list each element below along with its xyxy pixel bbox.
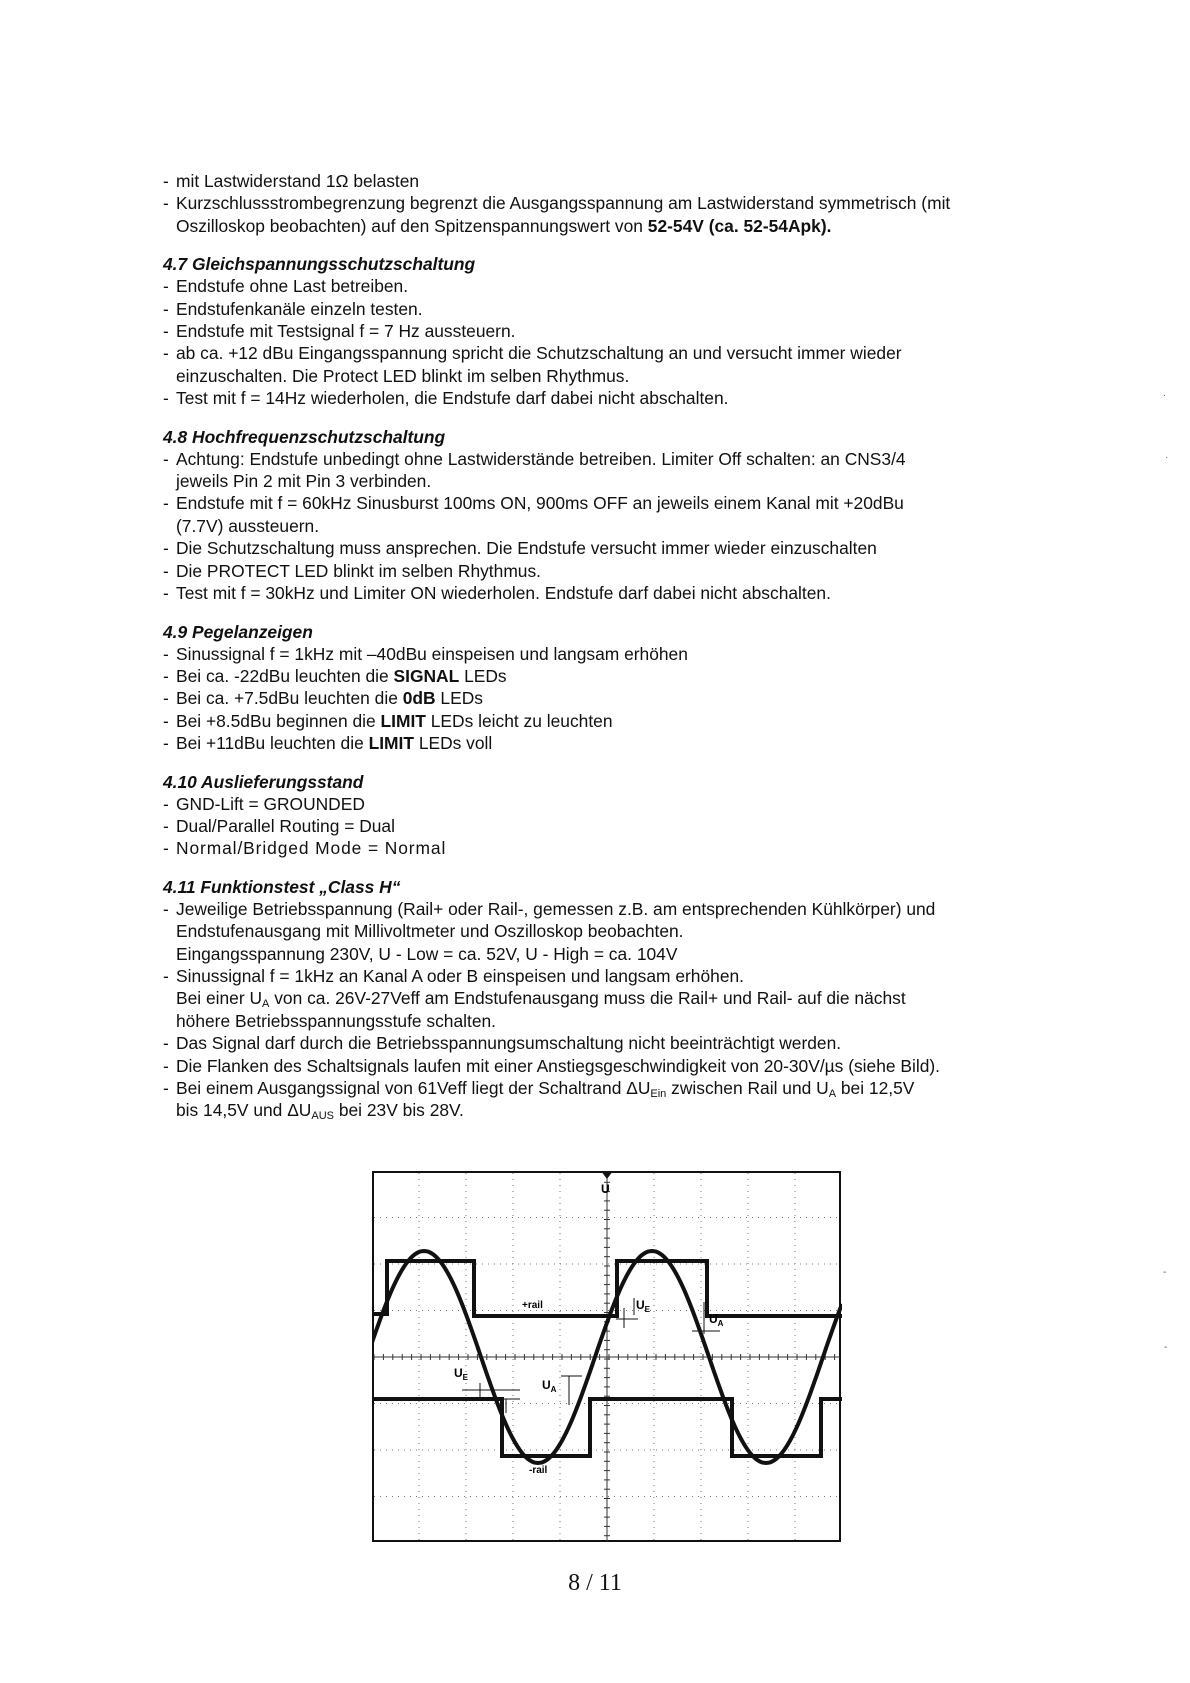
rail-negative-label: -rail [529,1465,548,1476]
list-item: - Test mit f = 30kHz und Limiter ON wiederholen. Endstufe darf dabei nicht abschalten. [163,583,831,604]
document-body [163,170,1063,1122]
list-item: - Bei ca. -22dBu leuchten die SIGNAL LEDs [163,665,507,686]
list-item: - Bei +11dBu leuchten die LIMIT LEDs voll [163,733,493,754]
list-item: - Bei ca. +7.5dBu leuchten die 0dB LEDs [163,688,483,709]
list-item: - Achtung: Endstufe unbedingt ohne Lastwiderstände betreiben. Limiter Off schalten: an CNS3/4 [163,448,906,469]
scan-speck: · [1165,452,1169,463]
list-item: - Bei einem Ausgangssignal von 61Veff liegt der Schaltrand $\Delta U_{Ein}$ zwischen Rail und $U_A$ bei 12,5V [163,1078,915,1100]
list-item-continuation: Eingangsspannung 230V, U - Low = ca. 52V, U - High = ca. 104V [176,943,678,964]
list-item: - Endstufe mit f = 60kHz Sinusburst 100ms ON, 900ms OFF an jeweils einem Kanal mit +20dBu [163,493,904,514]
rail-positive-label: +rail [522,1300,543,1311]
list-item: - Die PROTECT LED blinkt im selben Rhythmus. [163,560,541,581]
list-item: - Endstufe mit Testsignal f = 7 Hz aussteuern. [163,321,516,342]
list-item: - Sinussignal f = 1kHz an Kanal A oder B einspeisen und langsam erhöhen. [163,965,744,986]
trigger-label: U [601,1182,610,1196]
oscilloscope-figure [372,1171,842,1543]
section-title-4-8: 4.8 Hochfrequenzschutzschaltung [163,426,446,447]
page-number: 8 / 11 [568,1570,622,1596]
list-item: - Endstufe ohne Last betreiben. [163,276,409,297]
list-item: - Bei +8.5dBu beginnen die LIMIT LEDs leicht zu leuchten [163,710,613,731]
section-title-4-10: 4.10 Auslieferungsstand [163,771,364,792]
list-item: - Die Flanken des Schaltsignals laufen mit einer Anstiegsgeschwindigkeit von 20-30V/µs (siehe Bild). [163,1055,941,1076]
section-title-4-11: 4.11 Funktionstest „Class H“ [163,876,401,897]
scan-speck: . [1163,388,1166,399]
scan-speck: - [1163,1267,1167,1278]
list-item-continuation: bis 14,5V und $\Delta U_{AUS}$ bei 23V bis 28V. [176,1100,464,1123]
list-item: - mit Lastwiderstand 1Ω belasten [163,171,420,191]
list-item: - Die Schutzschaltung muss ansprechen. Die Endstufe versucht immer wieder einzuschalten [163,538,877,559]
section-title-4-9: 4.9 Pegelanzeigen [163,621,313,642]
list-item-continuation: Oszilloskop beobachten) auf den Spitzenspannungswert von 52-54V (ca. 52-54Apk). [176,215,832,236]
list-item-continuation: Bei einer $U_A$ von ca. 26V-27Veff am Endstufenausgang muss die Rail+ und Rail- auf die nächst [176,988,906,1011]
list-item-continuation: höhere Betriebsspannungsstufe schalten. [176,1010,497,1031]
list-item: - GND-Lift = GROUNDED [163,793,365,814]
ue-label-left: $U_E$ [454,1366,469,1382]
list-item-continuation: jeweils Pin 2 mit Pin 3 verbinden. [176,471,432,492]
list-item-continuation: (7.7V) aussteuern. [176,515,320,536]
list-item: - Normal/Bridged Mode = Normal [163,838,447,859]
list-item: - ab ca. +12 dBu Eingangsspannung spricht die Schutzschaltung an und versucht immer wieder [163,343,902,364]
list-item: - Test mit f = 14Hz wiederholen, die Endstufe darf dabei nicht abschalten. [163,388,729,409]
list-item-continuation: einzuschalten. Die Protect LED blinkt im selben Rhythmus. [176,365,630,386]
list-item: - Endstufenkanäle einzeln testen. [163,298,423,319]
ua-label-mid: $U_A$ [542,1378,557,1394]
ua-label-right: $U_A$ [709,1312,724,1328]
scan-speck: - [1164,1342,1168,1353]
list-item: - Dual/Parallel Routing = Dual [163,815,395,836]
list-item: - Jeweilige Betriebsspannung (Rail+ oder Rail-, gemessen z.B. am entsprechenden Kühlkörper) und [163,898,936,919]
list-item: - Kurzschlussstrombegrenzung begrenzt die Ausgangsspannung am Lastwiderstand symmetrisch (mit [163,193,951,214]
list-item: - Das Signal darf durch die Betriebsspannungsumschaltung nicht beeinträchtigt werden. [163,1033,842,1054]
ue-label-right: $U_E$ [636,1298,651,1314]
section-title-4-7: 4.7 Gleichspannungsschutzschaltung [163,254,476,275]
list-item: - Sinussignal f = 1kHz mit –40dBu einspeisen und langsam erhöhen [163,643,688,664]
list-item-continuation: Endstufenausgang mit Millivoltmeter und Oszilloskop beobachten. [176,921,684,942]
